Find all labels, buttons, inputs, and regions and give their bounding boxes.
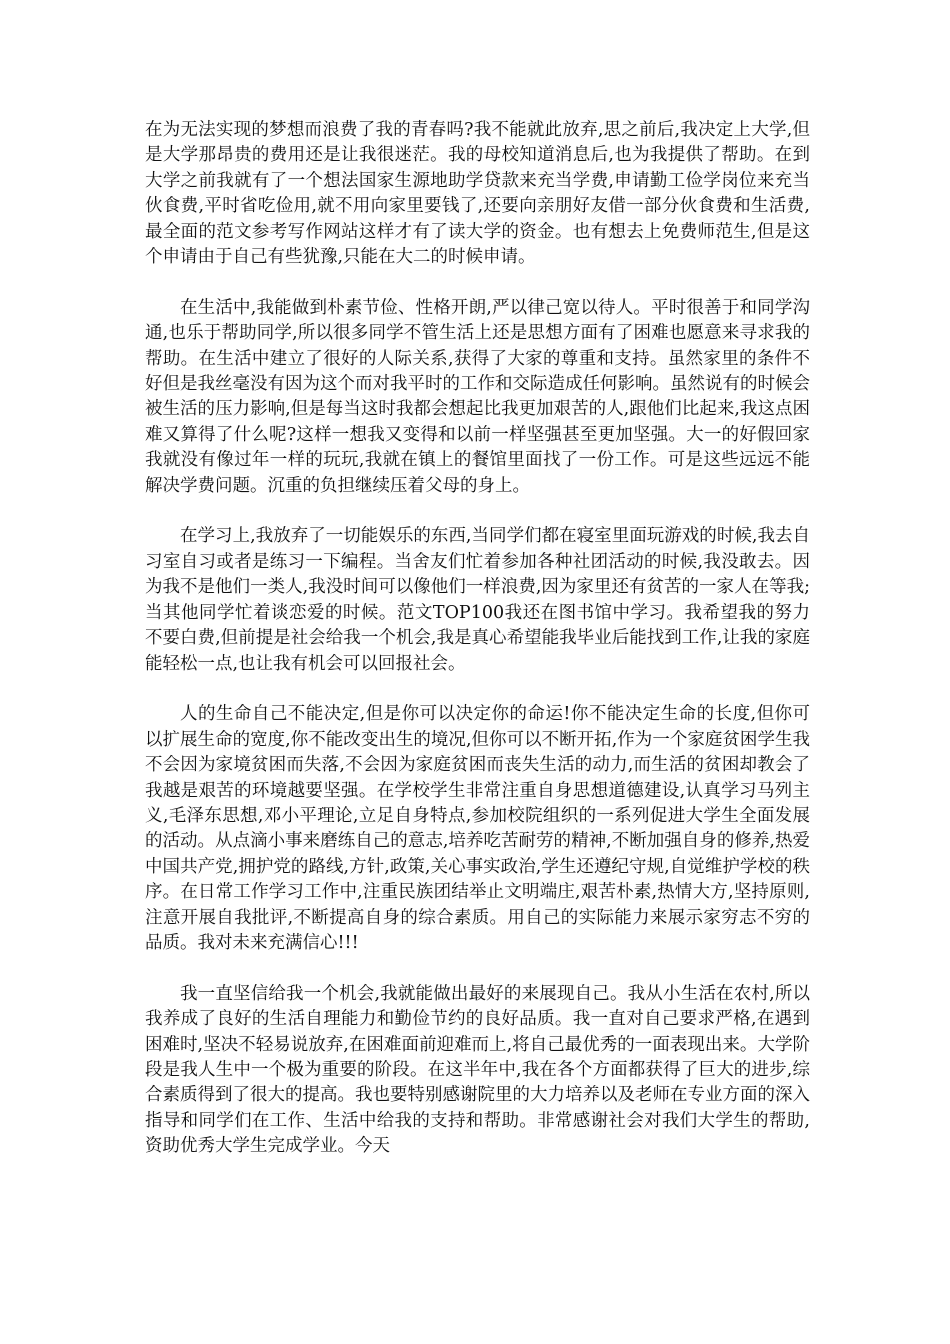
paragraph-5: 我一直坚信给我一个机会,我就能做出最好的来展现自己。我从小生活在农村,所以我养成了良好的生活自理能力和勤俭节约的良好品质。我一直对自己要求严格,在遇到困难时,坚决不轻易说放弃,在困难面前迎难而上,将自己最优秀的一面表现出来。大学阶段是我人生中一个极为重要的阶段。在这半年中,我在各个方面都获得了巨大的进步,综合素质得到了很大的提高。我也要特别感谢院里的大力培养以及老师在专业方面的深入指导和同学们在工作、生活中给我的支持和帮助。非常感谢社会对我们大学生的帮助,资助优秀大学生完成学业。今天 — [145, 983, 810, 1157]
paragraph-4: 人的生命自己不能决定,但是你可以决定你的命运!你不能决定生命的长度,但你可以扩展生命的宽度,你不能改变出生的境况,但你可以不断开拓,作为一个家庭贫困学生我不会因为家境贫困而失落,不会因为家庭贫困而丧失生活的动力,而生活的贫困却教会了我越是艰苦的环境越要坚强。在学校学生非常注重自身思想道德建设,认真学习马列主义,毛泽东思想,邓小平理论,立足自身特点,参加校院组织的一系列促进大学生全面发展的活动。从点滴小事来磨练自己的意志,培养吃苦耐劳的精神,不断加强自身的修养,热爱中国共产党,拥护党的路线,方针,政策,关心事实政治,学生还遵纪守规,自觉维护学校的秩序。在日常工作学习工作中,注重民族团结举止文明端庄,艰苦朴素,热情大方,坚持原则,注意开展自我批评,不断提高自身的综合素质。用自己的实际能力来展示家穷志不穷的品质。我对未来充满信心!!! — [145, 704, 810, 953]
paragraph-1: 在为无法实现的梦想而浪费了我的青春吗?我不能就此放弃,思之前后,我决定上大学,但是大学那昂贵的费用还是让我很迷茫。我的母校知道消息后,也为我提供了帮助。在到大学之前我就有了一个想法国家生源地助学贷款来充当学费,申请勤工俭学岗位来充当伙食费,平时省吃俭用,就不用向家里要钱了,还要向亲朋好友借一部分伙食费和生活费,最全面的范文参考写作网站这样才有了读大学的资金。也有想去上免费师范生,但是这个申请由于自己有些犹豫,只能在大二的时候申请。 — [145, 120, 810, 268]
paragraph-2: 在生活中,我能做到朴素节俭、性格开朗,严以律己宽以待人。平时很善于和同学沟通,也乐于帮助同学,所以很多同学不管生活上还是思想方面有了困难也愿意来寻求我的帮助。在生活中建立了很好的人际关系,获得了大家的尊重和支持。虽然家里的条件不好但是我丝毫没有因为这个而对我平时的工作和交际造成任何影响。虽然说有的时候会被生活的压力影响,但是每当这时我都会想起比我更加艰苦的人,跟他们比起来,我这点困难又算得了什么呢?这样一想我又变得和以前一样坚强甚至更加坚强。大一的好假回家我就没有像过年一样的玩玩,我就在镇上的餐馆里面找了一份工作。可是这些远远不能解决学费问题。沉重的负担继续压着父母的身上。 — [145, 297, 810, 496]
paragraph-3: 在学习上,我放弃了一切能娱乐的东西,当同学们都在寝室里面玩游戏的时候,我去自习室自习或者是练习一下编程。当舍友们忙着参加各种社团活动的时候,我没敢去。因为我不是他们一类人,我没时间可以像他们一样浪费,因为家里还有贫苦的一家人在等我;当其他同学忙着谈恋爱的时候。范文TOP100我还在图书馆中学习。我希望我的努力不要白费,但前提是社会给我一个机会,我是真心希望能我毕业后能找到工作,让我的家庭能轻松一点,也让我有机会可以回报社会。 — [145, 526, 810, 674]
document-body — [145, 118, 810, 1185]
